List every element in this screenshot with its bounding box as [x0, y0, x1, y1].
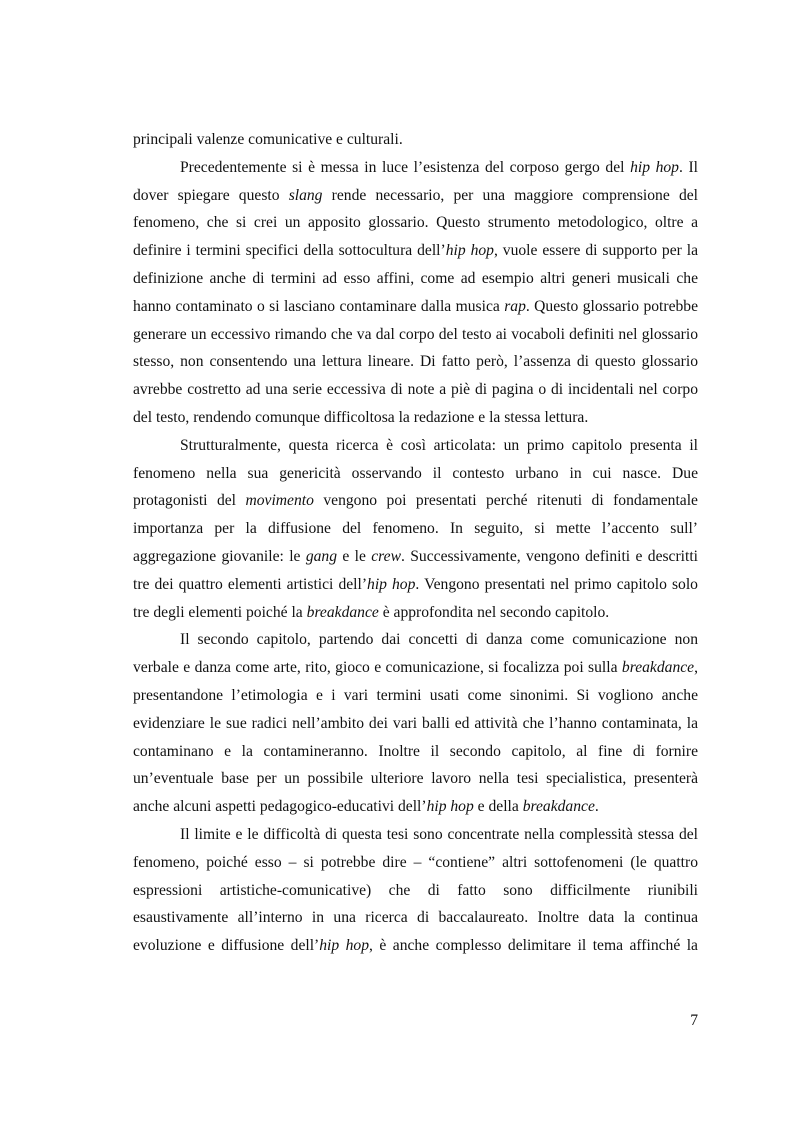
- paragraph-3: [133, 432, 698, 627]
- text-run: Il secondo capitolo, partendo dai concetti di danza come comunicazione non verbale e danza come arte, rito, gioco e comunicazione, si focalizza poi sulla: [133, 631, 698, 677]
- text-run: rende necessario, per una maggiore comprensione del fenomeno, che si crei un apposito glossario. Questo strumento metodologico, oltre a definire i termini specifici della sottocultura dell’: [133, 186, 698, 260]
- page-number: 7: [690, 1012, 698, 1029]
- italic-term: gang: [305, 547, 337, 565]
- paragraph-5: [133, 821, 698, 960]
- paragraph-4: [133, 626, 698, 821]
- italic-term: breakdance: [621, 659, 695, 677]
- paragraph-1: [133, 126, 698, 154]
- text-run: . Il dover spiegare questo: [133, 158, 699, 204]
- text-run: .: [594, 798, 599, 816]
- text-run: Precedentemente si è messa in luce l’esistenza del corposo gergo del: [180, 158, 631, 176]
- text-run: , vuole essere di supporto per la definizione anche di termini ad esso affini, come ad esempio altri generi musicali che hanno contaminato o si lasciano contaminare dalla musica: [133, 242, 699, 315]
- italic-term: hip hop: [367, 575, 416, 593]
- italic-term: hip hop: [630, 158, 679, 176]
- italic-term: hip hop: [319, 937, 370, 955]
- text-run: . Questo glossario potrebbe generare un eccessivo rimando che va dal corpo del testo ai vocaboli definiti nel glossario stesso, non consentendo una lettura lineare. Di fatto però, l’assenza di questo glossario avrebbe costretto ad una serie eccessiva di note a piè di pagina o di incidentali nel corpo del testo, rendendo comunque difficoltosa la redazione e la stessa lettura.: [133, 297, 699, 426]
- italic-term: rap: [504, 297, 526, 315]
- text-run: . Vengono presentati nel primo capitolo solo tre degli elementi poiché la: [133, 575, 698, 621]
- text-run: è approfondita nel secondo capitolo.: [378, 603, 610, 621]
- italic-term: breakdance: [306, 603, 379, 621]
- italic-term: hip hop: [426, 798, 474, 816]
- italic-term: movimento: [245, 492, 314, 510]
- text-run: , è anche complesso delimitare il tema affinché la: [369, 937, 698, 955]
- text-run: . Successivamente, vengono definiti e descritti tre dei quattro elementi artistici dell’: [133, 547, 699, 593]
- text-run: e della: [473, 798, 523, 816]
- page-body: [133, 126, 698, 960]
- text-run: principali valenze comunicative e culturali.: [133, 131, 403, 148]
- italic-term: slang: [288, 186, 323, 204]
- italic-term: breakdance: [522, 798, 595, 816]
- text-run: e le: [337, 547, 372, 565]
- italic-term: crew: [371, 547, 401, 565]
- text-run: , presentandone l’etimologia e i vari termini usati come sinonimi. Si vogliono anche evidenziare le sue radici nell’ambito dei vari balli ed attività che l’hanno contaminata, la contaminano e la contamineranno. Inoltre il secondo capitolo, al fine di fornire un’eventuale base per un possibile ulteriore lavoro nella tesi specialistica, presenterà anche alcuni aspetti pedagogico-educativi dell’: [133, 659, 698, 816]
- italic-term: hip hop: [445, 242, 494, 260]
- text-run: Strutturalmente, questa ricerca è così articolata: un primo capitolo presenta il fenomeno nella sua genericità osservando il contesto urbano in cui nasce. Due protagonisti del: [133, 436, 698, 510]
- paragraph-2: [133, 154, 698, 432]
- text-run: Il limite e le difficoltà di questa tesi sono concentrate nella complessità stessa del fenomeno, poiché esso – si potrebbe dire – “contiene” altri sottofenomeni (le quattro espressioni artistiche-comunicative) che di fatto sono difficilmente riunibili esaustivamente all’interno in una ricerca di baccalaureato. Inoltre data la continua evoluzione e diffusione dell’: [133, 825, 698, 955]
- text-run: vengono poi presentati perché ritenuti di fondamentale importanza per la diffusione del fenomeno. In seguito, si mette l’accento sull’ aggregazione giovanile: le: [133, 492, 698, 565]
